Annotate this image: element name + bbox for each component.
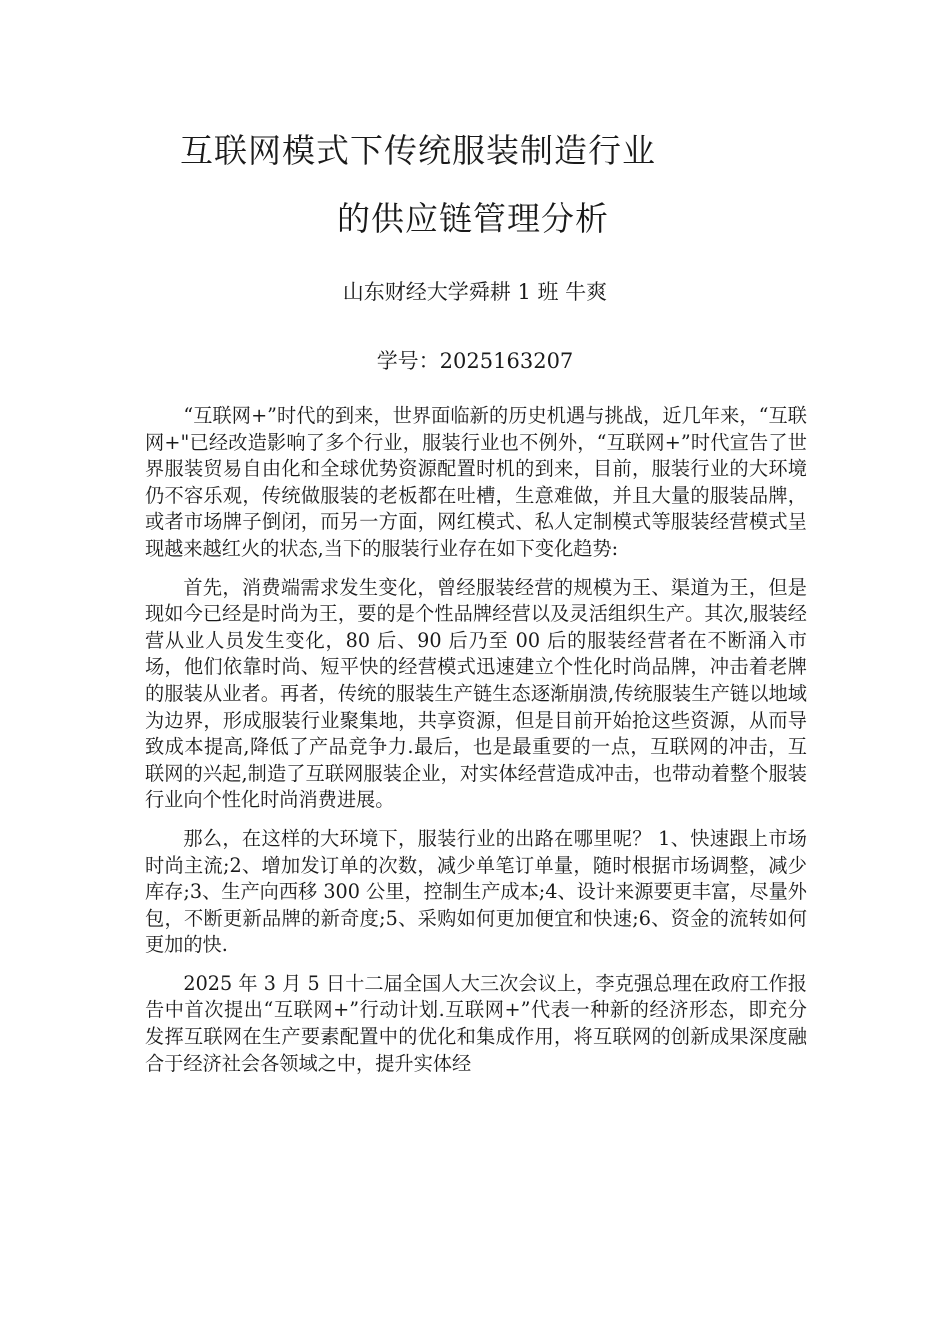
author-line: 山东财经大学舜耕 1 班 牛爽 bbox=[342, 280, 608, 304]
body-text bbox=[145, 403, 807, 1089]
paragraph-3: 那么，在这样的大环境下，服装行业的出路在哪里呢？ 1、快速跟上市场时尚主流;2、增加发订单的次数，减少单笔订单量，随时根据市场调整，减少库存;3、生产向西移 300 公里，控制生产成本;4、设计来源要更丰富，尽量外包，不断更新品牌的新奇度;5、采购如何更加便宜和快速;6、资金的流转如何更加的快. bbox=[145, 826, 807, 957]
paragraph-2: 首先，消费端需求发生变化，曾经服装经营的规模为王、渠道为王，但是现如今已经是时尚为王，要的是个性品牌经营以及灵活组织生产。其次,服装经营从业人员发生变化，80 后、90 后乃至 00 后的服装经营者在不断涌入市场，他们依靠时尚、短平快的经营模式迅速建立个性化时尚品牌，冲击着老牌的服装从业者。再者，传统的服装生产链生态逐渐崩溃,传统服装生产链以地域为边界，形成服装行业聚集地，共享资源，但是目前开始抢这些资源，从而导致成本提高,降低了产品竞争力.最后，也是最重要的一点，互联网的冲击，互联网的兴起,制造了互联网服装企业，对实体经营造成冲击，也带动着整个服装行业向个性化时尚消费进展。 bbox=[145, 575, 807, 812]
student-id-line: 学号：2025163207 bbox=[376, 349, 574, 373]
paragraph-1: “互联网+”时代的到来，世界面临新的历史机遇与挑战，近几年来，“互联网+"已经改造影响了多个行业，服装行业也不例外，“互联网+”时代宣告了世界服装贸易自由化和全球优势资源配置时机的到来，目前，服装行业的大环境仍不容乐观，传统做服装的老板都在吐槽，生意难做，并且大量的服装品牌，或者市场牌子倒闭，而另一方面，网红模式、私人定制模式等服装经营模式呈现越来越红火的状态,当下的服装行业存在如下变化趋势: bbox=[145, 404, 807, 560]
document-title-line-2: 的供应链管理分析 bbox=[337, 199, 609, 238]
document-title-line-1: 互联网模式下传统服装制造行业 bbox=[180, 131, 656, 170]
paragraph-4: 2025 年 3 月 5 日十二届全国人大三次会议上，李克强总理在政府工作报告中首次提出“互联网+”行动计划.互联网+”代表一种新的经济形态，即充分发挥互联网在生产要素配置中的优化和集成作用，将互联网的创新成果深度融合于经济社会各领域之中，提升实体经 bbox=[145, 971, 807, 1075]
